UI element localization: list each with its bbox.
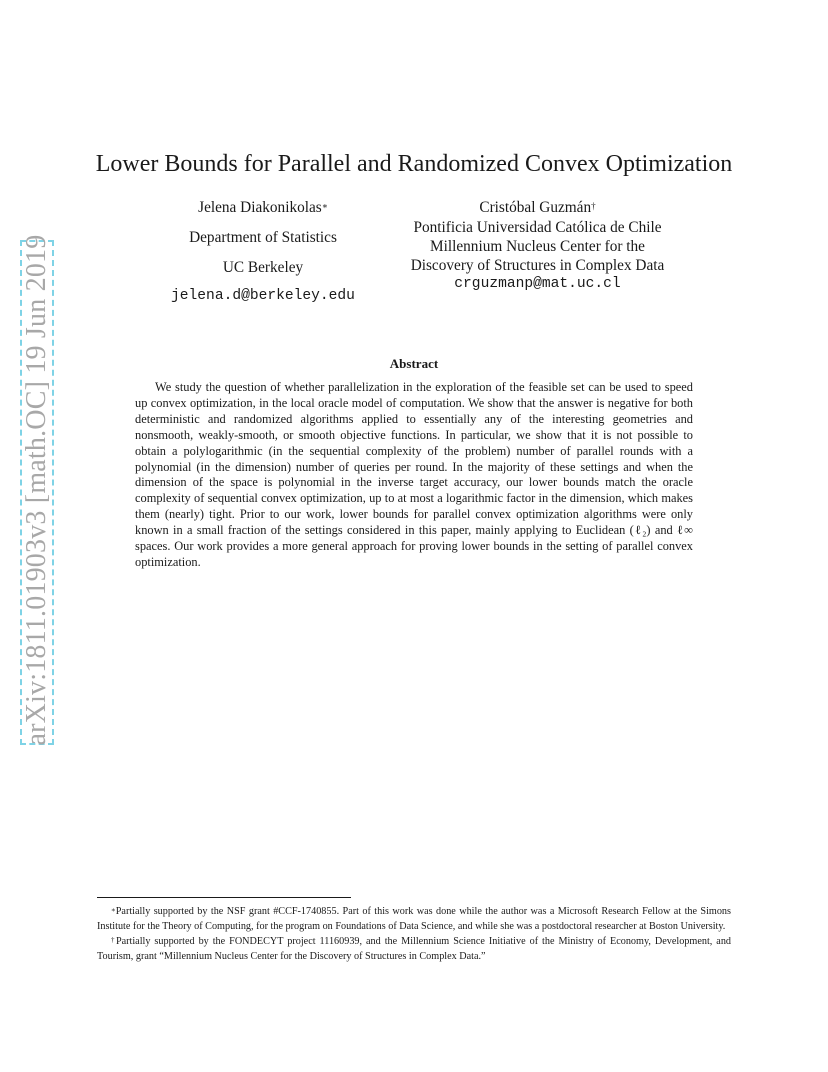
author-name-text: Jelena Diakonikolas [198, 199, 322, 216]
author-affiliation-line: UC Berkeley [222, 259, 304, 276]
footnote-text: Partially supported by the FONDECYT project 11160939, and the Millennium Science Initiative of the Ministry of Economy, Development, and Tourism, grant “Millennium Nucleus Center for the Discovery of Structures in Complex Data.” [97, 936, 732, 962]
arxiv-identifier: arXiv:1811.01903v3 [math.OC] 19 Jun 2019 [21, 234, 52, 745]
author-affiliation-line: Department of Statistics [189, 229, 337, 246]
author-email: jelena.d@berkeley.edu [171, 288, 355, 304]
author-name [143, 198, 383, 218]
abstract-heading: Abstract [389, 356, 439, 371]
author-email: crguzmanp@mat.uc.cl [454, 276, 621, 292]
footnote-marker: ∗ [111, 906, 116, 914]
author-name [390, 198, 685, 218]
footnote-item [97, 904, 731, 934]
footnote-marker: † [111, 936, 116, 944]
author-affiliation-line: Discovery of Structures in Complex Data [410, 257, 665, 274]
author-affiliation-line: Millennium Nucleus Center for the [430, 238, 645, 255]
footnotes [97, 904, 731, 964]
abstract-body: We study the question of whether parallelization in the exploration of the feasible set can be used to speed up convex optimization, in the local oracle model of computation. We show that the answer is negative for both deterministic and randomized algorithms applied to essentially any of the interesting geometries and nonsmooth, weakly-smooth, or smooth objective functions. In particular, we show that it is not possible to obtain a polylogarithmic (in the sequential complexity of the problem) number of parallel rounds with a polynomial (in the dimension) number of queries per round. In the majority of these settings and when the dimension of the space is polynomial in the inverse target accuracy, our lower bounds match the oracle complexity of sequential convex optimization, up to at most a logarithmic factor in the dimension, which makes them (nearly) tight. Prior to our work, lower bounds for parallel convex optimization algorithms were only known in a small fraction of the settings considered in this paper, mainly applying to Euclidean (ℓ₂) and ℓ∞ spaces. Our work provides a more general approach for proving lower bounds in the setting of parallel convex optimization. [135, 380, 693, 569]
arxiv-stamp [20, 234, 54, 745]
footnote-item [97, 934, 731, 964]
footnote-divider [97, 897, 351, 898]
paper-title: Lower Bounds for Parallel and Randomized Convex Optimization [95, 151, 733, 177]
footnote-text: Partially supported by the NSF grant #CCF-1740855. Part of this work was done while the author was a Microsoft Research Fellow at the Simons Institute for the Theory of Computing, for the program on Foundations of Data Science, and while she was a postdoctoral researcher at Boston University. [97, 906, 731, 932]
author-block-2 [390, 198, 685, 293]
author-block-1 [143, 198, 383, 305]
footnote-marker: † [591, 201, 596, 211]
footnote-marker: ∗ [321, 201, 328, 211]
author-affiliation-line: Pontificia Universidad Católica de Chile [413, 219, 662, 236]
author-name-text: Cristóbal Guzmán [479, 199, 592, 216]
